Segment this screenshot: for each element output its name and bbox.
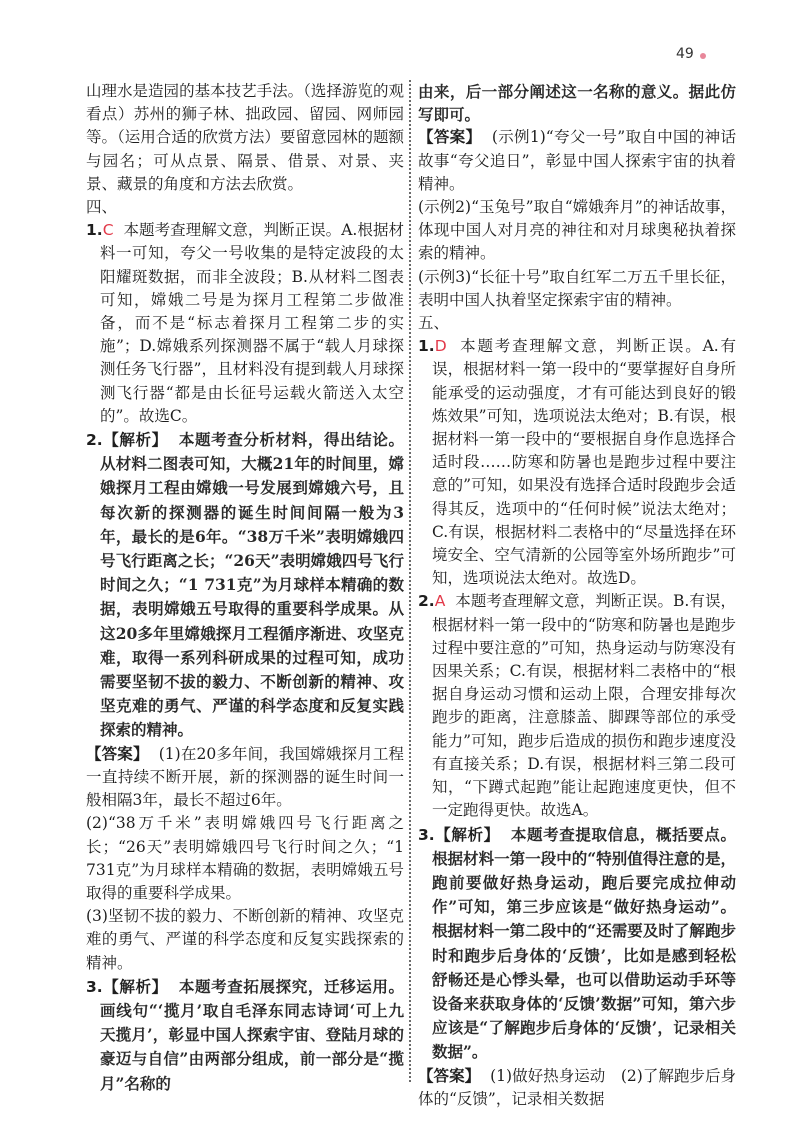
q4-3-number: 3.: [86, 977, 103, 996]
q4-2-number: 2.: [86, 431, 103, 450]
q4-1-number: 1.: [86, 221, 103, 240]
q5-2: [418, 590, 736, 822]
q4-3-analysis-tag: 【解析】: [102, 977, 168, 996]
q5-1-answer-letter: D: [434, 337, 447, 356]
garden-paragraph: 山理水是造园的基本技艺手法。（选择游览的观看点）苏州的狮子林、拙政园、留园、网师园等。（运用合适的欣赏方法）要留意园林的题额与园名；可从点景、隔景、借景、对景、夹景、藏景的角度和方法去欣赏。: [86, 82, 404, 193]
right-column: [418, 80, 736, 1111]
section-five-heading: 五、: [418, 314, 450, 333]
q4-3-example-2: (示例2)“玉兔号”取自“嫦娥奔月”的神话故事，体现中国人对月亮的神往和对月球奥秘执着探索的精神。: [418, 198, 736, 263]
q4-3-example-3: (示例3)“长征十号”取自红军二万五千里长征，表明中国人执着坚定探索宇宙的精神。: [418, 267, 736, 309]
q4-1-answer-letter: C: [102, 221, 114, 240]
q4-2-answer-1: (1)在20多年间，我国嫦娥探月工程一直持续不断开展，新的探测器的诞生时间一般相隔3年，最长不超过6年。: [86, 744, 404, 810]
q4-3-analysis-continued: 由来，后一部分阐述这一名称的意义。据此仿写即可。: [418, 82, 736, 125]
q5-1-text: 本题考查理解文意，判断正误。A.有误，根据材料一第一段中的“要掌握好自身所能承受的运动强度，才有可能达到良好的锻炼效果”可知，选项说法太绝对；B.有误，根据材料一第一段中的“要根据自身作息选择合适时段……防寒和防暑也是跑步过程中要注意的”可知，如果没有选择合适时段跑步会适得其反，选项中的“任何时候”说法太绝对；C.有误，根据材料二表格中的“尽量选择在环境安全、空气清新的公园等室外场所跑步”可知，选项说法太绝对。故选D。: [432, 337, 737, 588]
section-four-heading: 四、: [86, 198, 118, 217]
q4-1-text: 本题考查理解文意，判断正误。A.根据材料一可知，夸父一号收集的是特定波段的太阳耀斑数据，而非全波段；B.从材料二图表可知，嫦娥二号是为探月工程第二步做准备，而不是“标志着探月工程第二步的实施”；D.嫦娥系列探测器不属于“载人月球探测任务飞行器”，且材料没有提到载人月球探测飞行器“都是由长征号运载火箭送入太空的”。故选C。: [100, 221, 405, 425]
q5-3: [418, 823, 736, 1065]
column-divider: [409, 80, 411, 1082]
q5-3-answer-tag: 【答案】: [418, 1066, 481, 1085]
q4-3-example-1: (示例1)“夸父一号”取自中国的神话故事“夸父追日”，彰显中国人探索宇宙的执着精神。: [418, 128, 736, 193]
q5-2-answer-letter: A: [434, 592, 446, 611]
q5-3-analysis: 本题考查提取信息，概括要点。根据材料一第一段中的“特别值得注意的是，跑前要做好热身运动，跑后要完成拉伸动作”可知，第三步应该是“做好热身运动”。根据材料一第二段中的“还需要及时了解跑步时和跑步后身体的‘反馈’，比如是感到轻松舒畅还是心悸头晕，也可以借助运动手环等设备来获取身体的‘反馈’数据”可知，第六步应该是“了解跑步后身体的‘反馈’，记录相关数据”。: [432, 824, 736, 1062]
q5-1-number: 1.: [418, 337, 435, 356]
q4-1: [86, 219, 404, 428]
q5-3-answer: [418, 1065, 736, 1111]
page-number: 49: [676, 46, 694, 62]
q4-2-answer-tag: 【答案】: [86, 744, 149, 763]
q4-2-analysis: 本题考查分析材料，得出结论。从材料二图表可知，大概21年的时间里，嫦娥探月工程由嫦娥一号发展到嫦娥六号，且每次新的探测器的诞生时间间隔一般为3年，最长的是6年。“38万千米”表明嫦娥四号飞行距离之长；“26天”表明嫦娥四号飞行时间之久；“1 731克”为月球样本精确的数据，表明嫦娥五号取得的重要科学成果。从这20多年里嫦娥探月工程循序渐进、攻坚克难，取得一系列科研成果的过程可知，成功需要坚韧不拔的毅力、不断创新的精神、攻坚克难的勇气、严谨的科学态度和反复实践探索的精神。: [100, 430, 404, 740]
q4-3-answer: [418, 126, 736, 196]
page-dot: [700, 53, 706, 59]
q5-3-number: 3.: [418, 825, 435, 844]
q4-2: [86, 428, 404, 743]
q5-2-number: 2.: [418, 592, 435, 611]
q4-2-answer: [86, 743, 404, 813]
q4-2-answer-3: (3)坚韧不拔的毅力、不断创新的精神、攻坚克难的勇气、严谨的科学态度和反复实践探索的精神。: [86, 907, 404, 972]
q5-3-answer-text: (1)做好热身运动 (2)了解跑步后身体的“反馈”，记录相关数据: [418, 1066, 736, 1108]
q5-1: [418, 335, 736, 590]
q5-3-analysis-tag: 【解析】: [434, 825, 500, 844]
left-column: [86, 80, 404, 1096]
q4-2-analysis-tag: 【解析】: [102, 431, 168, 450]
q4-3-analysis: 本题考查拓展探究，迁移运用。画线句“‘揽月’取自毛泽东同志诗词‘可上九天揽月’，彰显中国人探索宇宙、登陆月球的豪迈与自信”由两部分组成，前一部分是“揽月”名称的: [100, 976, 404, 1093]
q4-3-answer-tag: 【答案】: [418, 128, 482, 147]
q4-3: [86, 975, 404, 1096]
q4-2-answer-2: (2)“38万千米”表明嫦娥四号飞行距离之长；“26天”表明嫦娥四号飞行时间之久；“1 731克”为月球样本精确的数据，表明嫦娥五号取得的重要科学成果。: [86, 814, 404, 902]
q5-2-text: 本题考查理解文意，判断正误。B.有误，根据材料一第一段中的“防寒和防暑也是跑步过程中要注意的”可知，热身运动与防寒没有因果关系；C.有误，根据材料二表格中的“根据自身运动习惯和运动上限，合理安排每次跑步的距离，注意膝盖、脚踝等部位的承受能力”可知，跑步后造成的损伤和跑步速度没有直接关系；D.有误，根据材料三第二段可知，“下蹲式起跑”能让起跑速度更快，但不一定跑得更快。故选A。: [432, 592, 736, 820]
